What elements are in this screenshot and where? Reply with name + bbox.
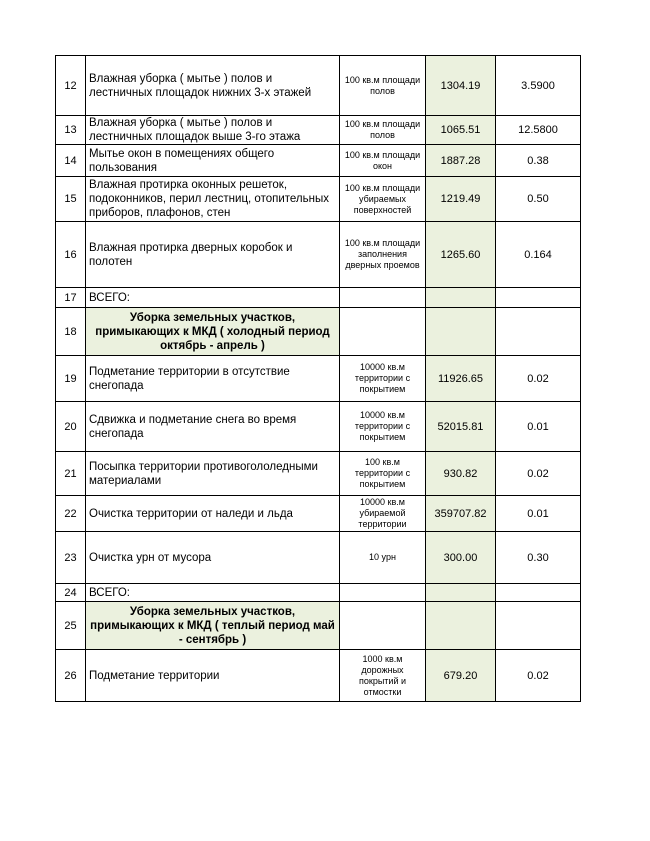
- row-unit: 10 урн: [340, 532, 426, 584]
- table-row: [56, 356, 581, 402]
- row-unit: 100 кв.м площади окон: [340, 145, 426, 177]
- row-name: ВСЕГО:: [86, 288, 340, 308]
- row-price: 1065.51: [426, 116, 496, 145]
- table-row: [56, 402, 581, 452]
- row-number: 23: [56, 532, 86, 584]
- row-coefficient: [496, 308, 581, 356]
- row-number: 26: [56, 650, 86, 702]
- table-row: [56, 308, 581, 356]
- row-number: 20: [56, 402, 86, 452]
- table-row: [56, 288, 581, 308]
- row-price: 679.20: [426, 650, 496, 702]
- row-coefficient: 0.01: [496, 402, 581, 452]
- row-number: 18: [56, 308, 86, 356]
- row-number: 16: [56, 222, 86, 288]
- table-row: [56, 145, 581, 177]
- row-name: Уборка земельных участков, примыкающих к МКД ( холодный период октябрь - апрель ): [86, 308, 340, 356]
- row-price: 300.00: [426, 532, 496, 584]
- row-coefficient: 0.50: [496, 177, 581, 222]
- row-price: 11926.65: [426, 356, 496, 402]
- table-row: [56, 222, 581, 288]
- row-coefficient: 0.02: [496, 356, 581, 402]
- row-unit: [340, 584, 426, 602]
- row-price: 1265.60: [426, 222, 496, 288]
- row-unit: 100 кв.м площади полов: [340, 116, 426, 145]
- row-number: 13: [56, 116, 86, 145]
- row-unit: [340, 308, 426, 356]
- row-price: 1219.49: [426, 177, 496, 222]
- row-name: ВСЕГО:: [86, 584, 340, 602]
- row-name: Влажная протирка дверных коробок и полотен: [86, 222, 340, 288]
- table-row: [56, 116, 581, 145]
- row-price: 1304.19: [426, 56, 496, 116]
- row-number: 14: [56, 145, 86, 177]
- row-coefficient: 0.01: [496, 496, 581, 532]
- row-unit: [340, 602, 426, 650]
- row-name: Очистка территории от наледи и льда: [86, 496, 340, 532]
- row-name: Подметание территории: [86, 650, 340, 702]
- row-number: 22: [56, 496, 86, 532]
- row-number: 15: [56, 177, 86, 222]
- row-name: Уборка земельных участков, примыкающих к МКД ( теплый период май - сентябрь ): [86, 602, 340, 650]
- row-number: 25: [56, 602, 86, 650]
- row-coefficient: [496, 602, 581, 650]
- row-coefficient: 0.30: [496, 532, 581, 584]
- row-price: 359707.82: [426, 496, 496, 532]
- row-unit: 1000 кв.м дорожных покрытий и отмостки: [340, 650, 426, 702]
- row-unit: 100 кв.м площади полов: [340, 56, 426, 116]
- row-unit: 10000 кв.м убираемой территории: [340, 496, 426, 532]
- row-price: [426, 288, 496, 308]
- row-coefficient: 0.38: [496, 145, 581, 177]
- row-unit: 100 кв.м площади заполнения дверных проемов: [340, 222, 426, 288]
- row-name: Мытье окон в помещениях общего пользования: [86, 145, 340, 177]
- row-coefficient: 12.5800: [496, 116, 581, 145]
- row-price: 930.82: [426, 452, 496, 496]
- row-unit: 10000 кв.м территории с покрытием: [340, 402, 426, 452]
- row-unit: 10000 кв.м территории с покрытием: [340, 356, 426, 402]
- row-number: 24: [56, 584, 86, 602]
- row-number: 12: [56, 56, 86, 116]
- table-row: [56, 56, 581, 116]
- table-row: [56, 650, 581, 702]
- services-table: [55, 55, 581, 702]
- row-coefficient: 0.02: [496, 650, 581, 702]
- row-unit: 100 кв.м площади убираемых поверхностей: [340, 177, 426, 222]
- row-coefficient: [496, 584, 581, 602]
- table-row: [56, 602, 581, 650]
- row-number: 17: [56, 288, 86, 308]
- row-price: [426, 602, 496, 650]
- row-price: [426, 584, 496, 602]
- table-row: [56, 177, 581, 222]
- row-name: Сдвижка и подметание снега во время снегопада: [86, 402, 340, 452]
- row-name: Влажная уборка ( мытье ) полов и лестничных площадок нижних 3-х этажей: [86, 56, 340, 116]
- row-name: Подметание территории в отсутствие снегопада: [86, 356, 340, 402]
- row-coefficient: 3.5900: [496, 56, 581, 116]
- table-body: [56, 56, 581, 702]
- row-coefficient: [496, 288, 581, 308]
- row-unit: [340, 288, 426, 308]
- row-price: [426, 308, 496, 356]
- table-row: [56, 584, 581, 602]
- row-unit: 100 кв.м территории с покрытием: [340, 452, 426, 496]
- row-price: 1887.28: [426, 145, 496, 177]
- row-number: 21: [56, 452, 86, 496]
- table-row: [56, 452, 581, 496]
- row-name: Влажная протирка оконных решеток, подоконников, перил лестниц, отопительных приборов, плафонов, стен: [86, 177, 340, 222]
- row-coefficient: 0.02: [496, 452, 581, 496]
- row-price: 52015.81: [426, 402, 496, 452]
- row-name: Очистка урн от мусора: [86, 532, 340, 584]
- row-name: Посыпка территории противогололедными материалами: [86, 452, 340, 496]
- table-row: [56, 496, 581, 532]
- table-row: [56, 532, 581, 584]
- row-name: Влажная уборка ( мытье ) полов и лестничных площадок выше 3-го этажа: [86, 116, 340, 145]
- row-coefficient: 0.164: [496, 222, 581, 288]
- row-number: 19: [56, 356, 86, 402]
